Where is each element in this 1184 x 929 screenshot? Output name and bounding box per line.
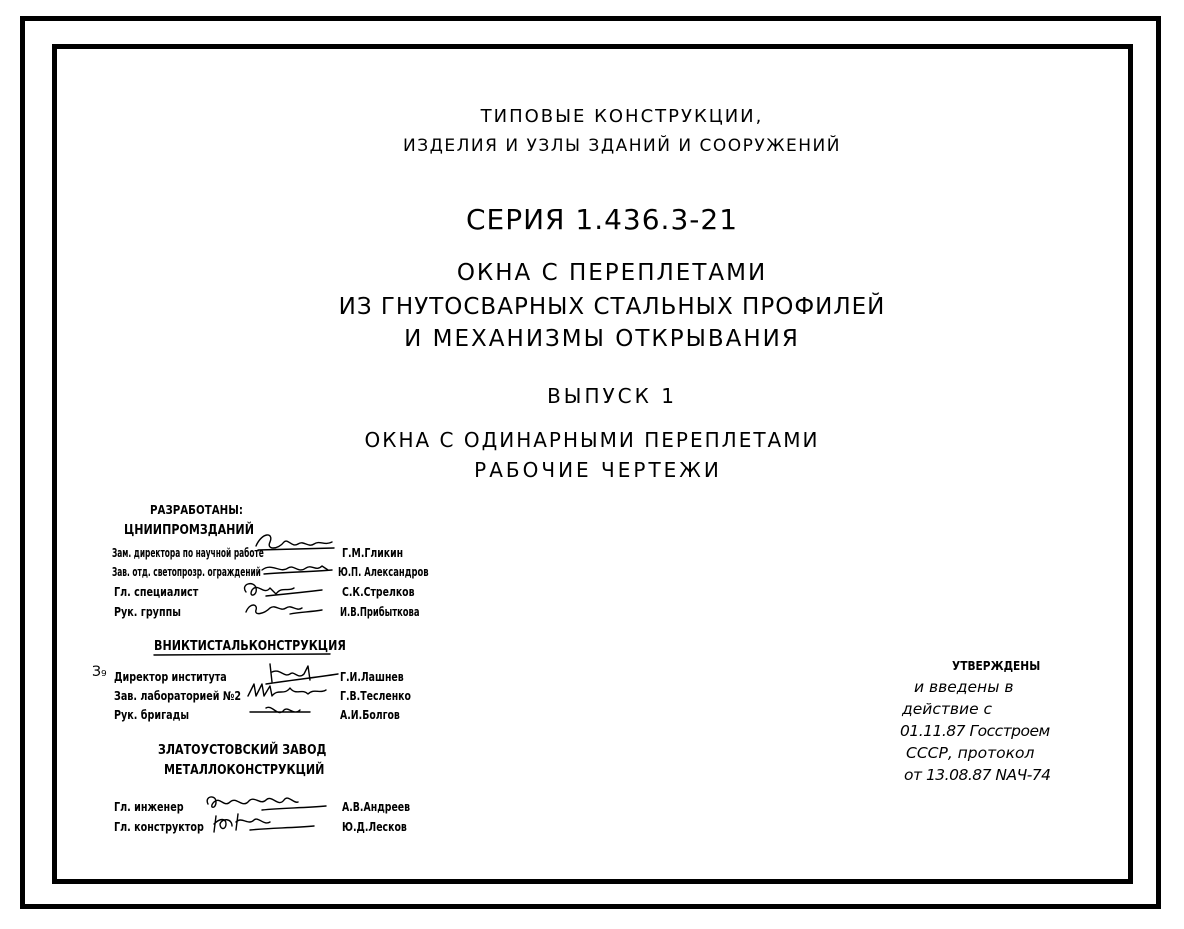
org1-name-2: Ю.П. Александров (338, 565, 429, 579)
org1-name-1: Г.М.Гликин (342, 546, 404, 560)
header-line-2: ИЗДЕЛИЯ И УЗЛЫ ЗДАНИЙ И СООРУЖЕНИЙ (403, 136, 841, 156)
org1-role-4: Рук. группы (114, 605, 181, 619)
approval-line-2: действие с (902, 700, 993, 718)
signature-leskov (210, 808, 320, 838)
signature-teslenko (244, 678, 334, 702)
org2-name-1: Г.И.Лашнев (340, 670, 404, 684)
approval-heading: УТВЕРЖДЕНЫ (952, 658, 1041, 673)
approval-line-4: СССР, протокол (906, 744, 1035, 762)
header-line-1: ТИПОВЫЕ КОНСТРУКЦИИ, (480, 106, 764, 127)
org2-role-3: Рук. бригады (114, 708, 190, 722)
org1-name-4: И.В.Прибыткова (340, 605, 420, 619)
approval-block (900, 654, 1056, 786)
title-line-3: И МЕХАНИЗМЫ ОТКРЫВАНИЯ (404, 326, 800, 352)
org2-role-1: Директор института (114, 670, 227, 684)
org2-name-2: Г.В.Тесленко (340, 689, 411, 703)
org2-name: ВНИКТИСТАЛЬКОНСТРУКЦИЯ (154, 638, 346, 654)
signature-aleksandrov (258, 556, 338, 580)
stray-mark: З₉ (92, 664, 107, 680)
org3-name-line-2: МЕТАЛЛОКОНСТРУКЦИЙ (164, 762, 325, 778)
title-line-1: ОКНА С ПЕРЕПЛЕТАМИ (456, 260, 768, 286)
org1-role-1: Зам. директора по научной работе (112, 546, 264, 560)
approval-line-5: от 13.08.87 NАЧ-74 (904, 766, 1051, 784)
org3-role-2: Гл. конструктор (114, 820, 204, 834)
signature-bolgov (246, 702, 316, 722)
approval-line-1: и введены в (914, 678, 1014, 696)
org1-name: ЦНИИПРОМЗДАНИЙ (124, 522, 254, 538)
org2-name-3: А.И.Болгов (340, 708, 400, 722)
title-line-2: ИЗ ГНУТОСВАРНЫХ СТАЛЬНЫХ ПРОФИЛЕЙ (338, 294, 886, 320)
subtitle-line-1: ОКНА С ОДИНАРНЫМИ ПЕРЕПЛЕТАМИ (364, 428, 820, 452)
issue-number: ВЫПУСК 1 (547, 384, 677, 408)
developers-heading: РАЗРАБОТАНЫ: (150, 502, 243, 517)
org3-name-2: Ю.Д.Лесков (342, 820, 407, 834)
org2-underline (152, 652, 332, 658)
org1-role-2: Зав. отд. светопрозр. ограждений (112, 565, 261, 579)
series-number: СЕРИЯ 1.436.3-21 (465, 203, 739, 236)
org1-role-3: Гл. специалист (114, 585, 199, 599)
org3-name-line-1: ЗЛАТОУСТОВСКИЙ ЗАВОД (158, 742, 327, 758)
signature-pribytkova (240, 596, 330, 620)
org1-name-3: С.К.Стрелков (342, 585, 415, 599)
signature-glikin (248, 528, 338, 558)
approval-line-3: 01.11.87 Госстроем (900, 722, 1050, 740)
org2-role-2: Зав. лабораторией №2 (114, 689, 242, 703)
subtitle-line-2: РАБОЧИЕ ЧЕРТЕЖИ (474, 458, 722, 482)
org3-role-1: Гл. инженер (114, 800, 184, 814)
org3-name-1: А.В.Андреев (342, 800, 411, 814)
